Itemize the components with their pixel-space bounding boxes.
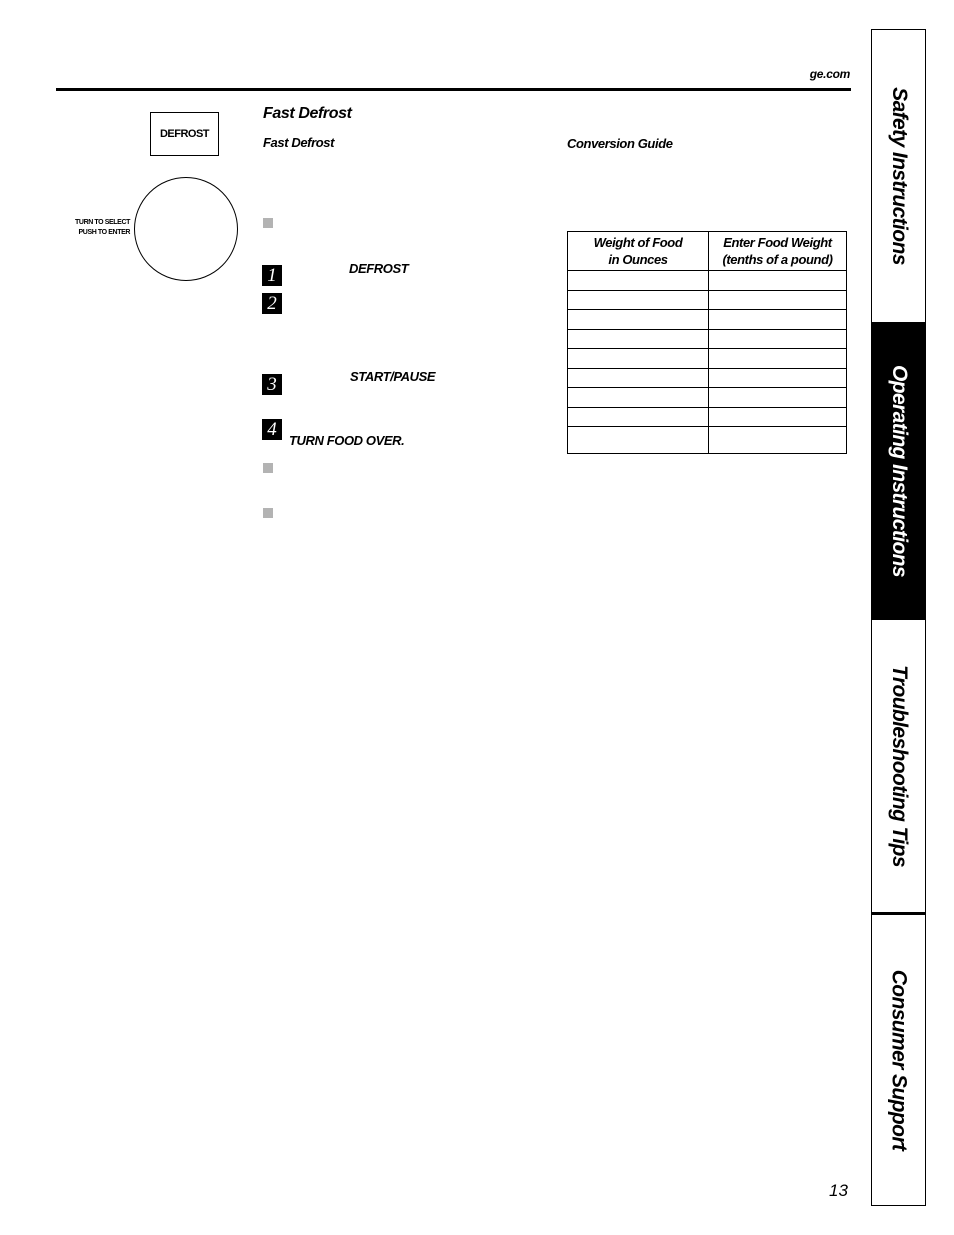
step-number-3: 3 bbox=[262, 374, 282, 395]
step-number-2: 2 bbox=[262, 293, 282, 314]
table-row bbox=[568, 427, 847, 454]
bullet-marker bbox=[263, 508, 273, 518]
table-row bbox=[568, 388, 847, 408]
knob-label-turn: TURN TO SELECT bbox=[75, 219, 130, 226]
section-title: Fast Defrost bbox=[263, 105, 352, 122]
tab-troubleshooting-tips[interactable] bbox=[872, 620, 925, 912]
tab-operating-instructions[interactable] bbox=[872, 322, 925, 620]
step-number-4: 4 bbox=[262, 419, 282, 440]
page-number: 13 bbox=[829, 1181, 848, 1200]
column-header-tenths: Enter Food Weight (tenths of a pound) bbox=[709, 232, 847, 271]
site-url: ge.com bbox=[809, 67, 850, 81]
defrost-button: DEFROST bbox=[150, 112, 219, 156]
knob-label bbox=[60, 218, 130, 238]
bullet-marker bbox=[263, 218, 273, 228]
table-row bbox=[568, 349, 847, 369]
tab-label: Consumer Support bbox=[887, 969, 911, 1151]
table-row bbox=[568, 368, 847, 388]
table-row bbox=[568, 290, 847, 310]
step-number-1: 1 bbox=[262, 265, 282, 286]
table-row bbox=[568, 407, 847, 427]
tab-consumer-support[interactable] bbox=[872, 912, 925, 1205]
conversion-table bbox=[567, 231, 847, 454]
tab-label: Operating Instructions bbox=[887, 365, 911, 577]
section-subtitle: Fast Defrost bbox=[263, 135, 335, 150]
knob-label-push: PUSH TO ENTER bbox=[78, 229, 130, 236]
section-sidebar bbox=[871, 29, 926, 1206]
selector-knob bbox=[134, 177, 238, 281]
step-3-keyword: START/PAUSE bbox=[350, 369, 436, 384]
bullet-marker bbox=[263, 463, 273, 473]
table-row bbox=[568, 271, 847, 291]
conversion-guide-title: Conversion Guide bbox=[567, 136, 673, 151]
table-row bbox=[568, 310, 847, 330]
tab-label: Troubleshooting Tips bbox=[887, 665, 911, 867]
table-row bbox=[568, 329, 847, 349]
tab-safety-instructions[interactable] bbox=[872, 30, 925, 322]
column-header-ounces: Weight of Food in Ounces bbox=[568, 232, 709, 271]
header-rule bbox=[56, 88, 851, 91]
table-header-row bbox=[568, 232, 847, 271]
step-4-keyword: TURN FOOD OVER. bbox=[289, 433, 405, 448]
tab-label: Safety Instructions bbox=[887, 87, 911, 265]
step-1-keyword: DEFROST bbox=[349, 261, 409, 276]
